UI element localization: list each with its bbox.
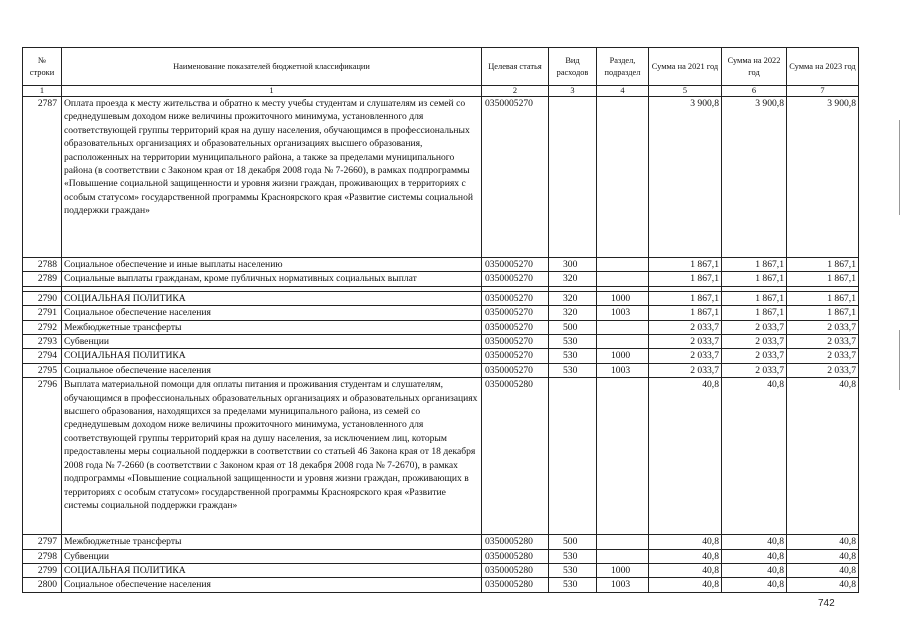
indicator-name-cell: Межбюджетные трансферты xyxy=(62,535,482,549)
sum-2021-cell: 2 033,7 xyxy=(649,335,722,349)
sum-2023-cell: 1 867,1 xyxy=(787,306,859,320)
sum-2021-cell: 1 867,1 xyxy=(649,272,722,286)
table-row xyxy=(23,335,859,349)
table-row xyxy=(23,258,859,272)
header-target-article: Целевая статья xyxy=(482,48,549,86)
column-number-row xyxy=(23,86,859,97)
expense-type-cell: 530 xyxy=(549,349,597,363)
sum-2023-cell: 2 033,7 xyxy=(787,335,859,349)
sum-2021-cell: 2 033,7 xyxy=(649,349,722,363)
target-article-cell: 0350005280 xyxy=(482,578,549,592)
header-section: Раздел, подраздел xyxy=(597,48,649,86)
table-row xyxy=(23,291,859,305)
sum-2023-cell: 1 867,1 xyxy=(787,272,859,286)
sum-2021-cell: 3 900,8 xyxy=(649,97,722,258)
indicator-name-cell: Социальное обеспечение населения xyxy=(62,578,482,592)
sum-2021-cell: 40,8 xyxy=(649,378,722,535)
sum-2023-cell: 40,8 xyxy=(787,578,859,592)
section-cell xyxy=(597,378,649,535)
expense-type-cell: 530 xyxy=(549,335,597,349)
sum-2023-cell: 40,8 xyxy=(787,549,859,563)
sum-2022-cell: 2 033,7 xyxy=(722,363,787,377)
sum-2023-cell: 3 900,8 xyxy=(787,97,859,258)
section-cell xyxy=(597,258,649,272)
row-number-cell: 2793 xyxy=(23,335,62,349)
table-row xyxy=(23,320,859,334)
sum-2022-cell: 2 033,7 xyxy=(722,335,787,349)
target-article-cell: 0350005280 xyxy=(482,549,549,563)
table-row xyxy=(23,272,859,286)
header-sum-2023: Сумма на 2023 год xyxy=(787,48,859,86)
header-sum-2021: Сумма на 2021 год xyxy=(649,48,722,86)
column-number: 1 xyxy=(23,86,62,97)
expense-type-cell: 530 xyxy=(549,578,597,592)
target-article-cell: 0350005270 xyxy=(482,272,549,286)
indicator-name-cell: СОЦИАЛЬНАЯ ПОЛИТИКА xyxy=(62,291,482,305)
column-number: 1 xyxy=(62,86,482,97)
header-expense-type: Вид расходов xyxy=(549,48,597,86)
expense-type-cell xyxy=(549,378,597,535)
sum-2022-cell: 40,8 xyxy=(722,535,787,549)
expense-type-cell: 320 xyxy=(549,272,597,286)
row-number-cell: 2792 xyxy=(23,320,62,334)
sum-2023-cell: 2 033,7 xyxy=(787,349,859,363)
row-number-cell: 2798 xyxy=(23,549,62,563)
row-number-cell: 2790 xyxy=(23,291,62,305)
section-cell xyxy=(597,549,649,563)
table-body xyxy=(23,97,859,593)
expense-type-cell: 300 xyxy=(549,258,597,272)
table-row xyxy=(23,535,859,549)
sum-2021-cell: 1 867,1 xyxy=(649,291,722,305)
header-sum-2022: Сумма на 2022 год xyxy=(722,48,787,86)
row-number-cell: 2797 xyxy=(23,535,62,549)
target-article-cell: 0350005270 xyxy=(482,291,549,305)
expense-type-cell: 530 xyxy=(549,549,597,563)
indicator-name-cell: СОЦИАЛЬНАЯ ПОЛИТИКА xyxy=(62,349,482,363)
indicator-name-cell: Субвенции xyxy=(62,335,482,349)
row-number-cell: 2787 xyxy=(23,97,62,258)
indicator-name-cell: Социальное обеспечение и иные выплаты населению xyxy=(62,258,482,272)
sum-2022-cell: 2 033,7 xyxy=(722,349,787,363)
sum-2022-cell: 1 867,1 xyxy=(722,272,787,286)
column-number: 5 xyxy=(649,86,722,97)
indicator-name-cell: Межбюджетные трансферты xyxy=(62,320,482,334)
expense-type-cell: 530 xyxy=(549,564,597,578)
indicator-name-cell: Социальное обеспечение населения xyxy=(62,306,482,320)
table-row xyxy=(23,564,859,578)
row-number-cell: 2788 xyxy=(23,258,62,272)
header-indicator-name: Наименование показателей бюджетной классификации xyxy=(62,48,482,86)
sum-2022-cell: 40,8 xyxy=(722,378,787,535)
target-article-cell: 0350005280 xyxy=(482,535,549,549)
sum-2021-cell: 1 867,1 xyxy=(649,258,722,272)
header-row xyxy=(23,48,859,86)
target-article-cell: 0350005270 xyxy=(482,258,549,272)
sum-2023-cell: 40,8 xyxy=(787,535,859,549)
sum-2023-cell: 40,8 xyxy=(787,564,859,578)
section-cell xyxy=(597,335,649,349)
sum-2021-cell: 40,8 xyxy=(649,549,722,563)
sum-2021-cell: 1 867,1 xyxy=(649,306,722,320)
sum-2023-cell: 2 033,7 xyxy=(787,363,859,377)
section-cell: 1003 xyxy=(597,363,649,377)
budget-table xyxy=(22,47,859,593)
section-cell: 1003 xyxy=(597,578,649,592)
expense-type-cell: 320 xyxy=(549,306,597,320)
sum-2022-cell: 1 867,1 xyxy=(722,258,787,272)
column-number: 7 xyxy=(787,86,859,97)
header-row-number: № строки xyxy=(23,48,62,86)
sum-2023-cell: 1 867,1 xyxy=(787,291,859,305)
sum-2022-cell: 40,8 xyxy=(722,564,787,578)
sum-2021-cell: 40,8 xyxy=(649,578,722,592)
scan-edge-mark xyxy=(899,120,900,215)
table-row xyxy=(23,549,859,563)
table-row xyxy=(23,97,859,258)
scan-edge-mark xyxy=(899,330,900,390)
indicator-name-cell: Оплата проезда к месту жительства и обратно к месту учебы студентам и слушателям из семей со среднедушевым доходом ниже величины прожиточного минимума, установленного для соответствующей группы территорий края на душу населения, обучающимся в профессиональных образовательных организациях и образовательных организациях высшего образования, расположенных на территории муниципального района, а также за пределами муниципального района (в соответствии с Законом края от 18 декабря 2008 года № 7-2660), в рамках подпрограммы «Повышение социальной защищенности и уровня жизни граждан, проживающих в территориях с особым статусом» государственной программы Красноярского края «Развитие системы социальной поддержки граждан» xyxy=(62,97,482,258)
section-cell xyxy=(597,320,649,334)
target-article-cell: 0350005270 xyxy=(482,335,549,349)
sum-2023-cell: 40,8 xyxy=(787,378,859,535)
column-number: 4 xyxy=(597,86,649,97)
section-cell xyxy=(597,97,649,258)
column-number: 3 xyxy=(549,86,597,97)
sum-2023-cell: 1 867,1 xyxy=(787,258,859,272)
table-row xyxy=(23,378,859,535)
sum-2021-cell: 2 033,7 xyxy=(649,363,722,377)
section-cell: 1000 xyxy=(597,291,649,305)
row-number-cell: 2791 xyxy=(23,306,62,320)
page-number: 742 xyxy=(818,598,835,609)
section-cell xyxy=(597,535,649,549)
indicator-name-cell: Выплата материальной помощи для оплаты питания и проживания студентам и слушателям, обучающимся в профессиональных образовательных организациях и образовательных организациях высшего образования, находящихся за пределами муниципального района, из семей со среднедушевым доходом ниже величины прожиточного минимума, установленного для соответствующей группы территорий края на душу населения, за исключением лиц, которым предоставлены меры социальной поддержки в соответствии со статьей 46 Закона края от 18 декабря 2008 года № 7-2660 (в соответствии с Законом края от 18 декабря 2008 года № 7-2670), в рамках подпрограммы «Повышение социальной защищенности и уровня жизни граждан, проживающих в территориях с особым статусом» государственной программы Красноярского края «Развитие системы социальной поддержки граждан» xyxy=(62,378,482,535)
target-article-cell: 0350005280 xyxy=(482,564,549,578)
table-row xyxy=(23,363,859,377)
section-cell: 1003 xyxy=(597,306,649,320)
indicator-name-cell: СОЦИАЛЬНАЯ ПОЛИТИКА xyxy=(62,564,482,578)
row-number-cell: 2799 xyxy=(23,564,62,578)
indicator-name-cell: Социальное обеспечение населения xyxy=(62,363,482,377)
sum-2022-cell: 1 867,1 xyxy=(722,291,787,305)
row-number-cell: 2796 xyxy=(23,378,62,535)
target-article-cell: 0350005270 xyxy=(482,320,549,334)
expense-type-cell xyxy=(549,97,597,258)
row-number-cell: 2800 xyxy=(23,578,62,592)
table-row xyxy=(23,349,859,363)
sum-2022-cell: 40,8 xyxy=(722,578,787,592)
sum-2022-cell: 2 033,7 xyxy=(722,320,787,334)
target-article-cell: 0350005270 xyxy=(482,363,549,377)
row-number-cell: 2795 xyxy=(23,363,62,377)
sum-2023-cell: 2 033,7 xyxy=(787,320,859,334)
sum-2022-cell: 1 867,1 xyxy=(722,306,787,320)
indicator-name-cell: Социальные выплаты гражданам, кроме публичных нормативных социальных выплат xyxy=(62,272,482,286)
target-article-cell: 0350005270 xyxy=(482,97,549,258)
sum-2021-cell: 40,8 xyxy=(649,564,722,578)
sum-2022-cell: 3 900,8 xyxy=(722,97,787,258)
target-article-cell: 0350005270 xyxy=(482,306,549,320)
sum-2022-cell: 40,8 xyxy=(722,549,787,563)
table-row xyxy=(23,306,859,320)
expense-type-cell: 500 xyxy=(549,535,597,549)
expense-type-cell: 500 xyxy=(549,320,597,334)
table-row xyxy=(23,578,859,592)
column-number: 2 xyxy=(482,86,549,97)
expense-type-cell: 320 xyxy=(549,291,597,305)
section-cell xyxy=(597,272,649,286)
section-cell: 1000 xyxy=(597,349,649,363)
section-cell: 1000 xyxy=(597,564,649,578)
target-article-cell: 0350005280 xyxy=(482,378,549,535)
row-number-cell: 2789 xyxy=(23,272,62,286)
sum-2021-cell: 40,8 xyxy=(649,535,722,549)
sum-2021-cell: 2 033,7 xyxy=(649,320,722,334)
column-number: 6 xyxy=(722,86,787,97)
indicator-name-cell: Субвенции xyxy=(62,549,482,563)
target-article-cell: 0350005270 xyxy=(482,349,549,363)
row-number-cell: 2794 xyxy=(23,349,62,363)
expense-type-cell: 530 xyxy=(549,363,597,377)
